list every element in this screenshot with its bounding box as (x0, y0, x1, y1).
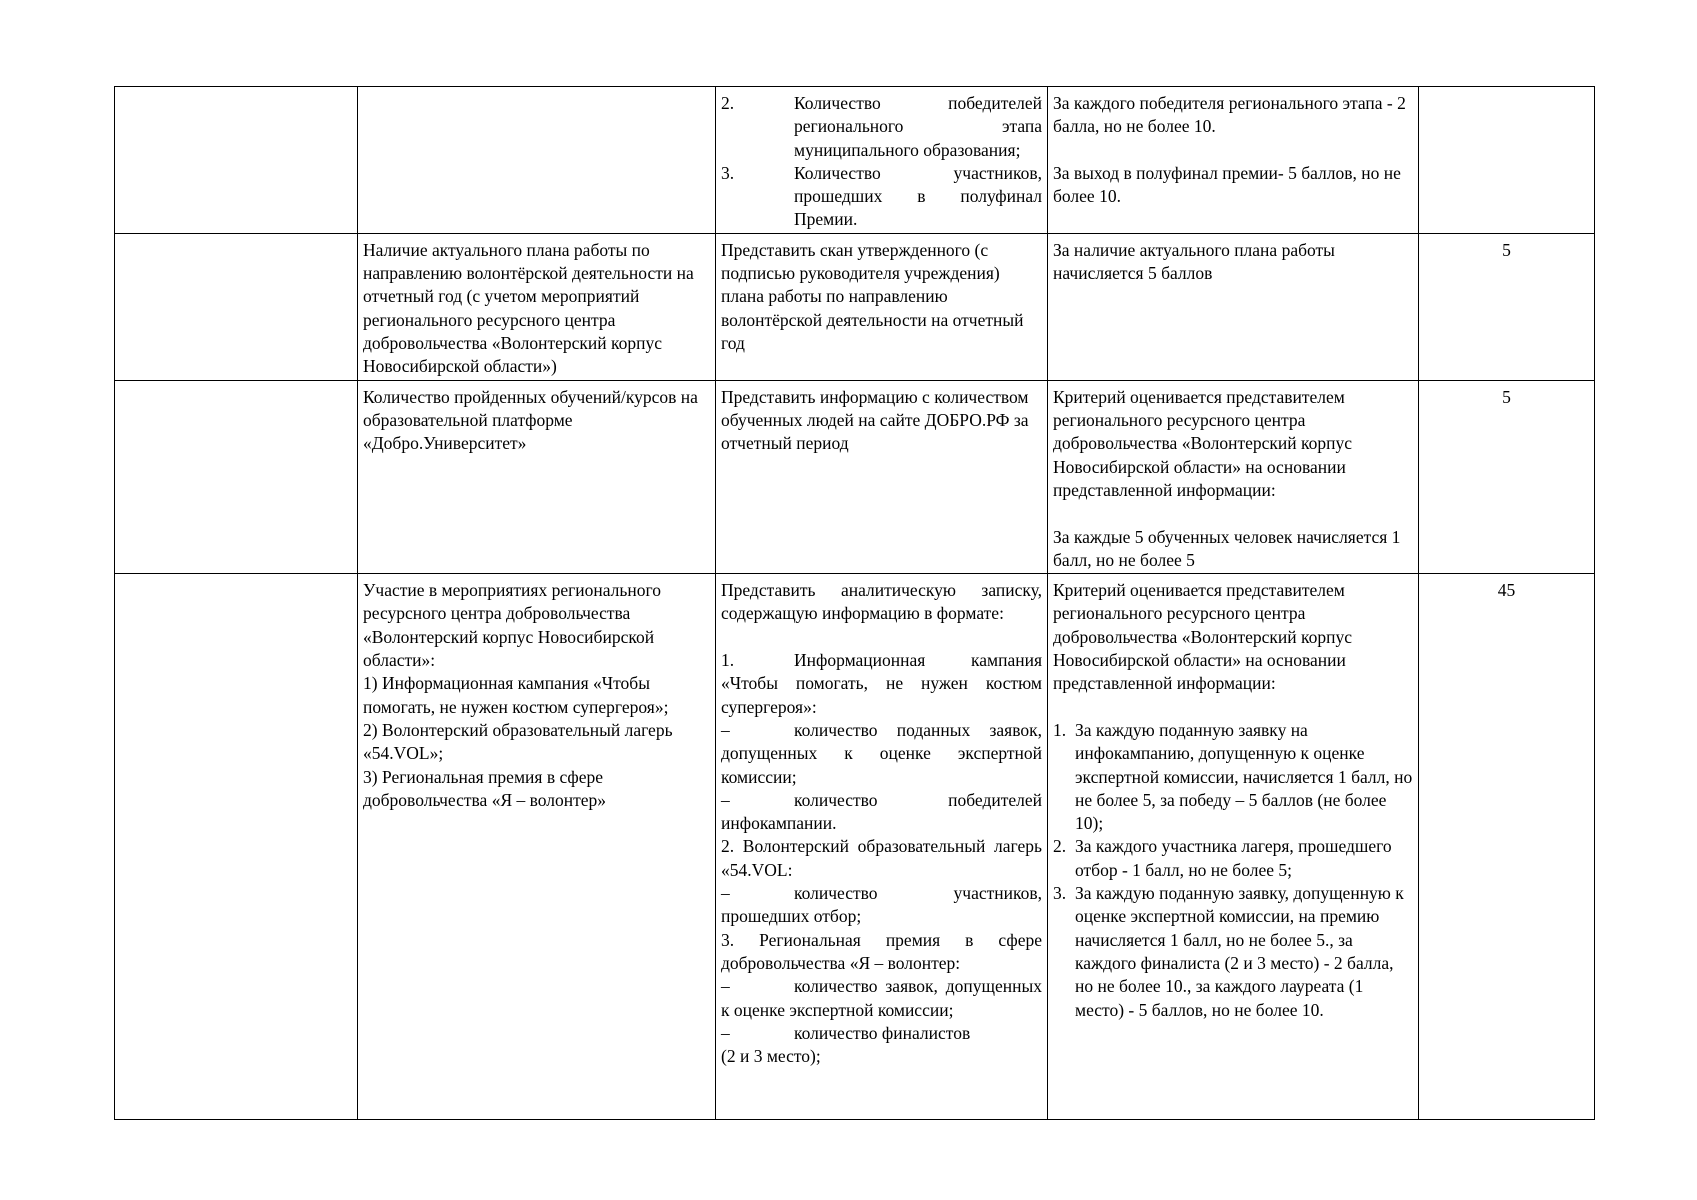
criterion-cell (358, 87, 716, 234)
evaluation-paragraph: За каждые 5 обученных человек начисляется 1 балл, но не более 5 (1053, 526, 1401, 570)
item-text: Количество участников, прошедших в полуфинал Премии. (794, 162, 1042, 230)
item-number: 2. (1053, 836, 1067, 857)
detail-text: количество победителей инфокампании. (721, 789, 1042, 834)
evaluation-paragraph: За каждого победителя регионального этапа - 2 балла, но не более 10. (1053, 93, 1406, 137)
section-title: Информационная кампания «Чтобы помогать, не нужен костюм супергероя»: (721, 650, 1042, 717)
evaluation-cell: За наличие актуального плана работы начисляется 5 баллов (1048, 233, 1419, 380)
evaluation-cell (1048, 574, 1419, 1120)
dash: – (721, 789, 730, 810)
item-text: Количество победителей регионального этапа муниципального образования; (794, 93, 1042, 160)
criterion-item: 2) Волонтерский образовательный лагерь «54.VOL»; (363, 719, 673, 764)
requirement-cell: Представить скан утвержденного (с подписью руководителя учреждения) плана работы по направлению волонтёрской деятельности на отчетный год (716, 233, 1048, 380)
requirement-section-2: 2. Волонтерский образовательный лагерь «54.VOL: (721, 836, 1042, 880)
points-cell: 45 (1419, 574, 1595, 1120)
requirement-cell (716, 574, 1048, 1120)
item-text: За каждую поданную заявку, допущенную к оценке экспертной комиссии, на премию начисляется 1 балл, но не более 5., за каждого финалиста (2 и 3 место) - 2 балла, но не более 10., за каждого лауреата (1 место) - 5 баллов, но не более 10. (1075, 883, 1404, 1020)
evaluation-intro: Критерий оценивается представителем регионального ресурсного центра добровольчества «Волонтерский корпус Новосибирской области» на основании представленной информации: (1053, 580, 1353, 694)
detail-text: количество участников, прошедших отбор; (721, 883, 1042, 927)
section-number: 1. (721, 650, 735, 671)
empty-cell (115, 233, 358, 380)
evaluation-item (1053, 835, 1413, 882)
points-cell (1419, 87, 1595, 234)
requirement-detail (721, 719, 1042, 789)
requirement-intro: Представить аналитическую записку, содержащую информацию в формате: (721, 580, 1042, 624)
dash: – (721, 719, 730, 740)
requirement-cell (716, 87, 1048, 234)
dash: – (721, 883, 730, 904)
table-row (115, 574, 1595, 1120)
requirement-section-1 (721, 649, 1042, 719)
criterion-cell: Наличие актуального плана работы по направлению волонтёрской деятельности на отчетный год (с учетом мероприятий регионального ресурсного центра добровольчества «Волонтерский корпус Новосибирской области») (358, 233, 716, 380)
criteria-table (114, 86, 1595, 1120)
points-cell: 5 (1419, 233, 1595, 380)
evaluation-item (1053, 882, 1413, 1022)
criterion-cell (358, 574, 716, 1120)
dash: – (721, 1022, 730, 1043)
requirement-section-3: 3. Региональная премия в сфере добровольчества «Я – волонтер: (721, 929, 1042, 973)
requirement-tail: (2 и 3 место); (721, 1046, 821, 1067)
item-number: 3. (1053, 883, 1067, 904)
item-number: 3. (721, 162, 735, 183)
item-number: 2. (721, 93, 735, 113)
criterion-cell: Количество пройденных обучений/курсов на образовательной платформе «Добро.Университет» (358, 380, 716, 573)
requirement-item (721, 92, 1042, 162)
criterion-intro: Участие в мероприятиях регионального ресурсного центра добровольчества «Волонтерский корпус Новосибирской области»: (363, 580, 661, 671)
item-text: За каждую поданную заявку на инфокампанию, допущенную к оценке экспертной комиссии, начисляется 1 балл, но не более 5, за победу – 5 баллов (не более 10); (1075, 719, 1413, 834)
evaluation-paragraph: Критерий оценивается представителем регионального ресурсного центра добровольчества «Волонтерский корпус Новосибирской области» на основании представленной информации: (1053, 386, 1353, 500)
evaluation-cell (1048, 380, 1419, 573)
empty-cell (115, 574, 358, 1120)
item-text: За каждого участника лагеря, прошедшего отбор - 1 балл, но не более 5; (1075, 836, 1392, 880)
criterion-item: 1) Информационная кампания «Чтобы помогать, не нужен костюм супергероя»; (363, 673, 669, 717)
requirement-detail (721, 789, 1042, 836)
requirement-detail (721, 975, 1042, 1022)
detail-text: количество заявок, допущенных к оценке экспертной комиссии; (721, 976, 1042, 1020)
requirement-cell: Представить информацию с количеством обученных людей на сайте ДОБРО.РФ за отчетный период (716, 380, 1048, 573)
criterion-item: 3) Региональная премия в сфере добровольчества «Я – волонтер» (363, 766, 607, 810)
points-cell: 5 (1419, 380, 1595, 573)
empty-cell (115, 380, 358, 573)
detail-text: количество поданных заявок, допущенных к оценке экспертной комиссии; (721, 719, 1042, 787)
dash: – (721, 976, 730, 997)
evaluation-paragraph: За выход в полуфинал премии- 5 баллов, но не более 10. (1053, 162, 1401, 207)
requirement-item (721, 162, 1042, 232)
detail-text: количество финалистов (794, 1022, 971, 1043)
requirement-detail (721, 882, 1042, 929)
empty-cell (115, 87, 358, 234)
requirement-detail (721, 1022, 1042, 1045)
evaluation-item (1053, 719, 1413, 835)
table-row (115, 87, 1595, 234)
evaluation-cell (1048, 87, 1419, 234)
table-row (115, 380, 1595, 573)
table-row (115, 233, 1595, 380)
item-number: 1. (1053, 719, 1067, 740)
